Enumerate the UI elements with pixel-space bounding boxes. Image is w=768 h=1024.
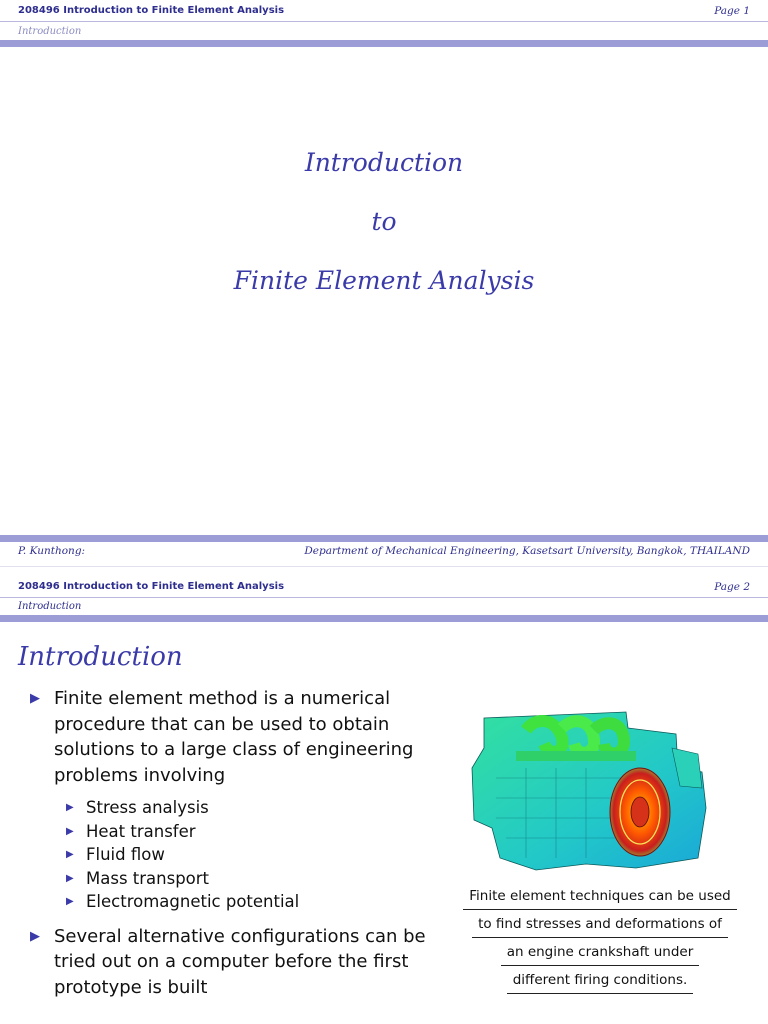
header-rule (0, 21, 768, 22)
sub-bullet-item (66, 820, 430, 844)
page-number: Page 2 (714, 581, 750, 593)
sub-bullet-list (66, 796, 430, 914)
title-line-2: to (371, 207, 397, 236)
course-title: 208496 Introduction to Finite Element Analysis (18, 581, 285, 592)
sub-bullet-text: Electromagnetic potential (86, 892, 300, 911)
figure-caption (460, 886, 740, 998)
footer-department: Department of Mechanical Engineering, Kasetsart University, Bangkok, THAILAND (304, 545, 750, 557)
engine-fea-image (466, 708, 728, 876)
sub-bullet-text: Fluid flow (86, 845, 165, 864)
bullet-text: Several alternative configurations can be tried out on a computer before the first prototype is built (54, 925, 426, 998)
bullet-triangle-icon: ▶ (30, 928, 40, 944)
slide-heading: Introduction (18, 642, 183, 672)
page-number: Page 1 (714, 5, 750, 17)
title-line-1: Introduction (304, 148, 464, 177)
sub-bullet-item (66, 843, 430, 867)
bullet-text: Finite element method is a numerical procedure that can be used to obtain solutions to a large class of engineering problems involving (54, 688, 414, 786)
bullet-triangle-icon: ▶ (66, 849, 74, 860)
sub-bullet-item (66, 796, 430, 820)
caption-line: to find stresses and deformations of (472, 914, 728, 938)
bullet-triangle-icon: ▶ (30, 691, 40, 706)
bullet-triangle-icon: ▶ (66, 825, 74, 837)
title-line-3: Finite Element Analysis (233, 266, 535, 295)
bullet-triangle-icon: ▶ (66, 896, 74, 907)
sub-bullet-item (66, 890, 430, 914)
sub-bullet-text: Stress analysis (86, 798, 209, 817)
footer-author: P. Kunthong: (18, 545, 86, 557)
caption-line: different firing conditions. (507, 970, 694, 994)
caption-line: an engine crankshaft under (501, 942, 700, 966)
footer-bar (0, 535, 768, 542)
sub-bullet-text: Mass transport (86, 868, 210, 888)
bullet-triangle-icon: ▶ (66, 802, 74, 813)
bullet-triangle-icon: ▶ (66, 872, 74, 884)
header-bar (0, 615, 768, 622)
header-rule (0, 597, 768, 598)
bullet-list (30, 686, 430, 1000)
sub-bullet-text: Heat transfer (86, 821, 196, 841)
page1-footer (0, 545, 768, 565)
section-label: Introduction (18, 601, 82, 612)
course-title: 208496 Introduction to Finite Element Analysis (18, 5, 285, 16)
page-separator (0, 566, 768, 567)
page1-header (0, 0, 768, 20)
page2-header (0, 576, 768, 596)
bullet-item (30, 686, 430, 788)
sub-bullet-item (66, 867, 430, 891)
caption-line: Finite element techniques can be used (463, 886, 737, 910)
header-bar (0, 40, 768, 47)
section-label: Introduction (18, 26, 82, 37)
bullet-item (30, 924, 430, 1001)
